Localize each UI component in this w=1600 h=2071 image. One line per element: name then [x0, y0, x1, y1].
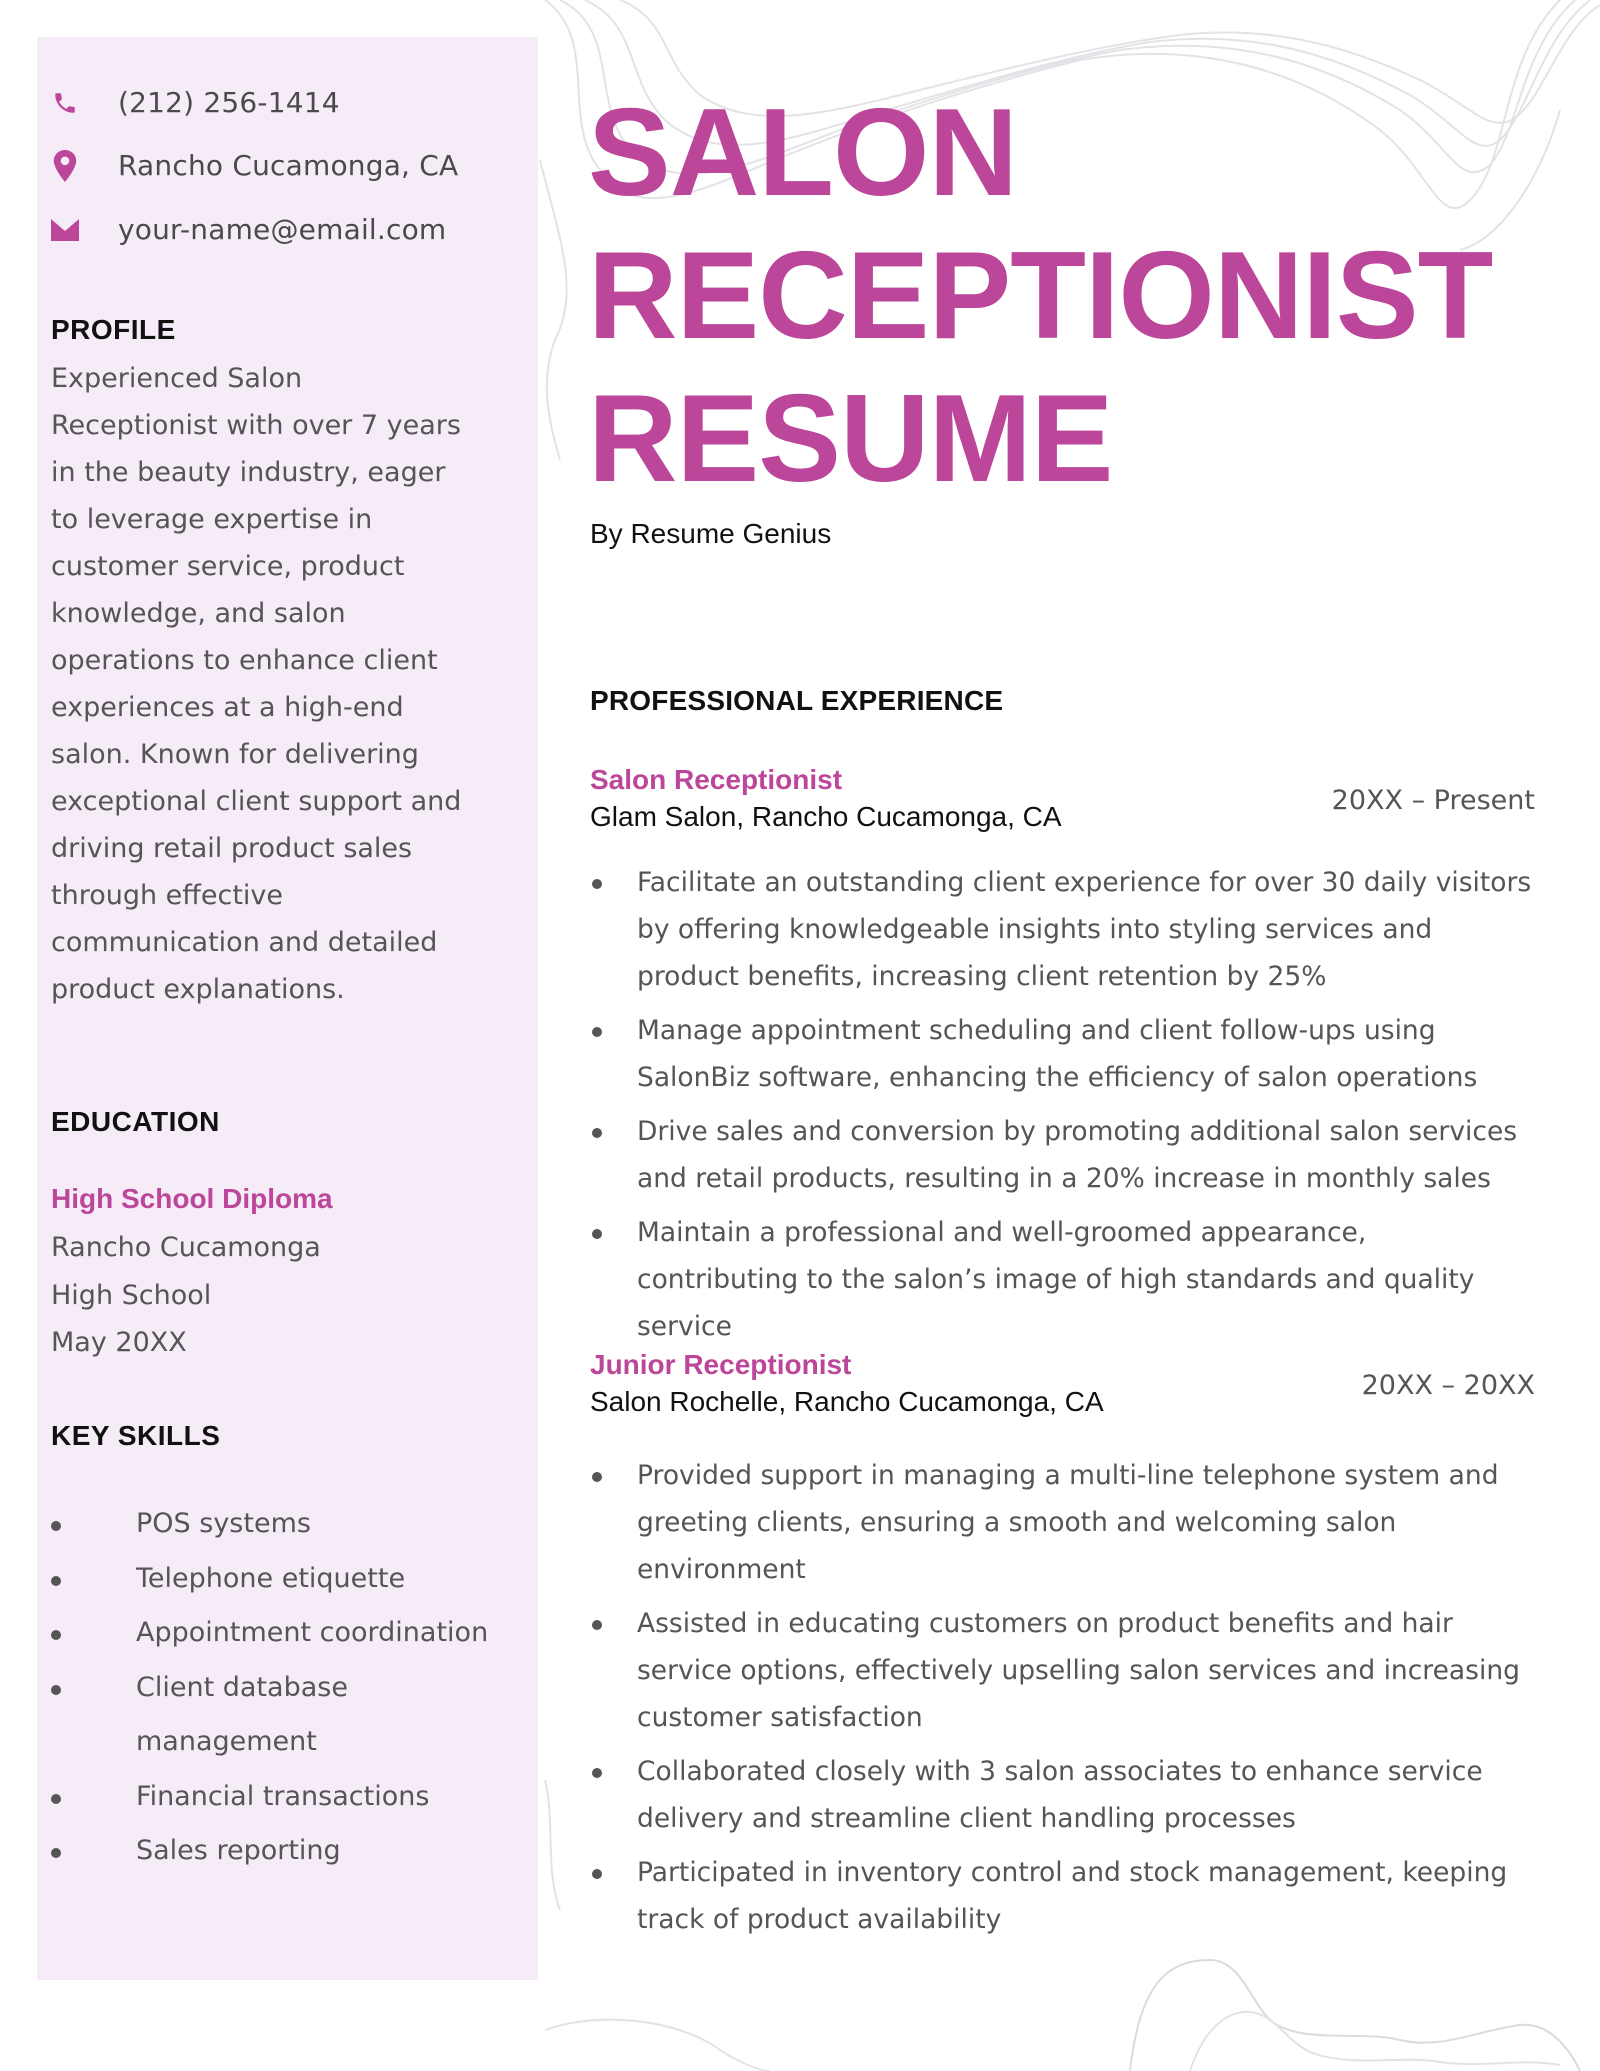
job-bullet: Facilitate an outstanding client experience for over 30 daily visitors by offering knowledgeable insights into styling services and product benefits, increasing client retention by 25%	[590, 859, 1535, 1000]
graduation-date: May 20XX	[51, 1327, 187, 1358]
title-line-2: RECEPTIONIST	[588, 227, 1493, 365]
bullet-icon	[51, 1794, 61, 1804]
location-text: Rancho Cucamonga, CA	[118, 149, 459, 182]
profile-heading: PROFILE	[51, 314, 176, 345]
bullet-icon	[592, 1128, 602, 1138]
school-name-line1: Rancho Cucamonga	[51, 1232, 321, 1263]
job-bullet: Manage appointment scheduling and client follow-ups using SalonBiz software, enhancing the efficiency of salon operations	[590, 1007, 1535, 1101]
skill-item: Sales reporting	[51, 1824, 496, 1879]
job-dates: 20XX – Present	[1331, 785, 1535, 816]
education-details	[51, 1224, 321, 1367]
title-line-1: SALON	[588, 84, 1017, 222]
bullet-icon	[592, 1472, 602, 1482]
phone-number: (212) 256-1414	[118, 86, 340, 119]
job-bullets	[590, 1452, 1535, 1943]
experience-heading: PROFESSIONAL EXPERIENCE	[590, 685, 1004, 716]
job-entry-2	[590, 1348, 1535, 1950]
bullet-icon	[51, 1521, 61, 1531]
contact-email	[50, 213, 446, 246]
bullet-icon	[592, 1027, 602, 1037]
job-bullets	[590, 859, 1535, 1350]
job-entry-1	[590, 763, 1535, 1357]
bullet-icon	[51, 1685, 61, 1695]
location-pin-icon	[50, 151, 80, 181]
skill-item: POS systems	[51, 1497, 496, 1552]
skills-heading: KEY SKILLS	[51, 1420, 221, 1451]
bullet-icon	[51, 1848, 61, 1858]
school-name-line2: High School	[51, 1279, 212, 1311]
education-heading: EDUCATION	[51, 1106, 220, 1137]
bullet-icon	[592, 879, 602, 889]
skill-item: Client database management	[51, 1661, 386, 1770]
resume-title	[588, 82, 1492, 511]
bullet-icon	[51, 1576, 61, 1586]
job-bullet: Assisted in educating customers on product benefits and hair service options, effectively upselling salon services and increasing customer satisfaction	[590, 1600, 1535, 1741]
job-bullet: Provided support in managing a multi-line telephone system and greeting clients, ensuring a smooth and welcoming salon environment	[590, 1452, 1535, 1593]
contact-phone	[50, 86, 340, 119]
skills-list	[51, 1497, 496, 1879]
contact-location	[50, 149, 458, 182]
skill-item: Appointment coordination	[51, 1606, 496, 1661]
job-bullet: Collaborated closely with 3 salon associates to enhance service delivery and streamline client handling processes	[590, 1748, 1535, 1842]
bullet-icon	[592, 1229, 602, 1239]
bullet-icon	[592, 1620, 602, 1630]
bullet-icon	[592, 1768, 602, 1778]
job-bullet: Participated in inventory control and stock management, keeping track of product availability	[590, 1849, 1535, 1943]
job-company: Glam Salon, Rancho Cucamonga, CA	[590, 801, 1062, 832]
job-title: Salon Receptionist	[590, 764, 843, 795]
phone-icon	[50, 88, 80, 118]
bullet-icon	[592, 1869, 602, 1879]
job-bullet: Drive sales and conversion by promoting additional salon services and retail products, resulting in a 20% increase in monthly sales	[590, 1108, 1535, 1202]
job-bullet: Maintain a professional and well-groomed appearance, contributing to the salon’s image of high standards and quality service	[590, 1209, 1535, 1350]
job-company: Salon Rochelle, Rancho Cucamonga, CA	[590, 1386, 1104, 1417]
title-line-3: RESUME	[588, 370, 1113, 508]
byline: By Resume Genius	[590, 518, 832, 549]
envelope-icon	[50, 215, 80, 245]
job-title: Junior Receptionist	[590, 1349, 852, 1380]
profile-summary: Experienced Salon Receptionist with over 7 years in the beauty industry, eager to leverage expertise in customer service, product knowledge, and salon operations to enhance client experiences at a high-end salon. Known for delivering exceptional client support and driving retail product sales through effective communication and detailed product explanations.	[51, 363, 462, 1005]
education-degree: High School Diploma	[51, 1183, 333, 1214]
email-link[interactable]: your-name@email.com	[118, 213, 447, 246]
skill-item: Telephone etiquette	[51, 1552, 496, 1607]
job-dates: 20XX – 20XX	[1361, 1370, 1535, 1401]
skill-item: Financial transactions	[51, 1770, 496, 1825]
bullet-icon	[51, 1630, 61, 1640]
